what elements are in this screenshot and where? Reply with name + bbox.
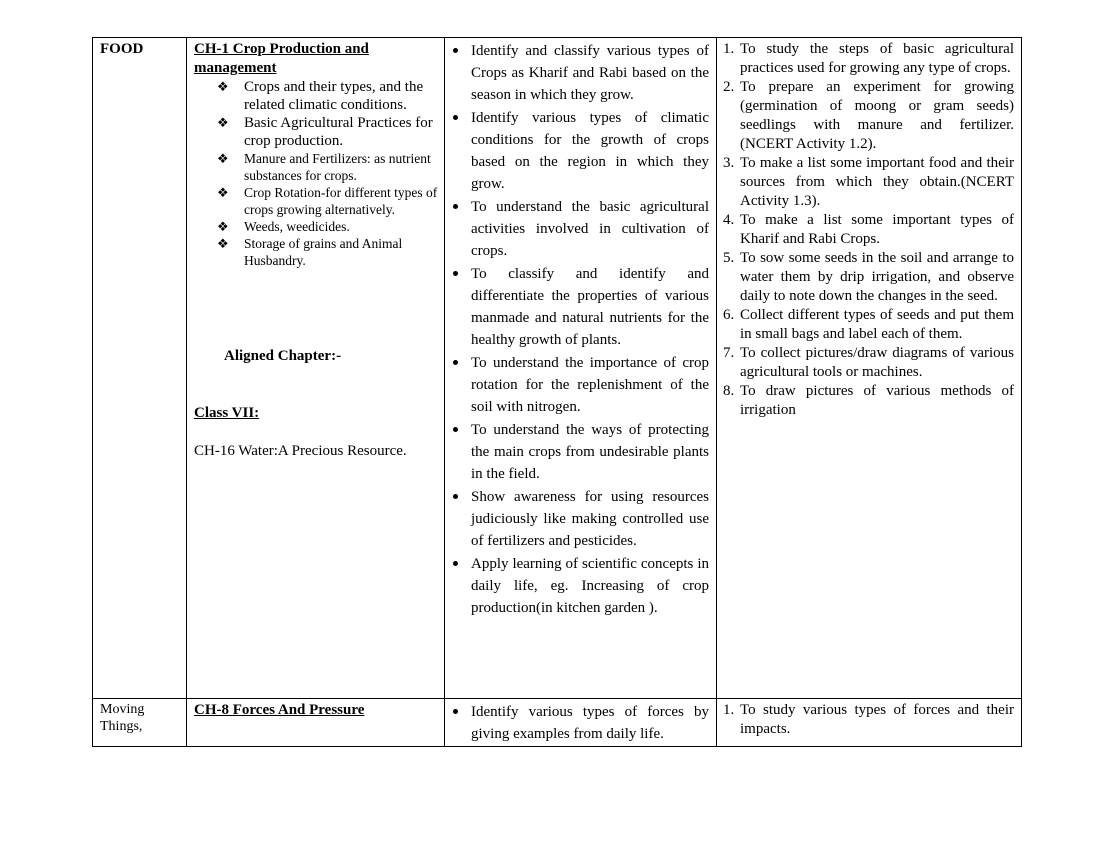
list-item: Identify and classify various types of Crops as Kharif and Rabi based on the season in which they grow.: [451, 40, 709, 106]
list-item: ❖ Storage of grains and Animal Husbandry.: [217, 235, 438, 269]
list-item: 7. To collect pictures/draw diagrams of various agricultural tools or machines.: [723, 345, 1014, 380]
activity-list: [723, 40, 1014, 420]
objectives-cell: [445, 699, 717, 747]
list-item: 3. To make a list some important food and their sources from which they obtain.(NCERT Activity 1.3).: [723, 155, 1014, 209]
list-item: ❖ Basic Agricultural Practices for crop production.: [217, 114, 438, 150]
chapter-cell: [187, 38, 445, 699]
list-item: 2. To prepare an experiment for growing (germination of moong or gram seeds) seedlings with manure and fertilizer. (NCERT Activity 1.2).: [723, 79, 1014, 152]
list-item: 6. Collect different types of seeds and put them in small bags and label each of them.: [723, 307, 1014, 342]
list-item: ❖ Weeds, weedicides.: [217, 218, 438, 235]
list-item: Show awareness for using resources judiciously like making controlled use of fertilizers and pesticides.: [451, 486, 709, 552]
list-item: Identify various types of climatic conditions for the growth of crops based on the region in which they grow.: [451, 107, 709, 195]
list-item: To understand the importance of crop rotation for the replenishment of the soil with nitrogen.: [451, 352, 709, 418]
table-row: [93, 699, 1022, 747]
list-item: To understand the basic agricultural activities involved in cultivation of crops.: [451, 196, 709, 262]
activities-cell: [717, 699, 1022, 747]
curriculum-table: [92, 37, 1022, 747]
list-item: 8. To draw pictures of various methods of irrigation: [723, 383, 1014, 418]
list-item: ❖ Crops and their types, and the related climatic conditions.: [217, 78, 438, 114]
objectives-cell: [445, 38, 717, 699]
aligned-chapter-text: CH-16 Water:A Precious Resource.: [194, 443, 407, 459]
list-item: 1. To study the steps of basic agricultural practices used for growing any type of crops.: [723, 41, 1014, 76]
objective-list: [451, 701, 709, 745]
activities-cell: [717, 38, 1022, 699]
chapter-title: CH-1 Crop Production and management: [194, 41, 369, 76]
list-item: ❖ Crop Rotation-for different types of crops growing alternatively.: [217, 184, 438, 218]
list-item: To understand the ways of protecting the main crops from undesirable plants in the field.: [451, 419, 709, 485]
list-item: 4. To make a list some important types of Kharif and Rabi Crops.: [723, 212, 1014, 247]
aligned-chapter-label: Aligned Chapter:-: [224, 348, 342, 364]
topic-list: [194, 78, 438, 269]
objective-list: [451, 40, 709, 619]
list-item: 5. To sow some seeds in the soil and arrange to water them by drip irrigation, and observe daily to note down the changes in the seed.: [723, 250, 1014, 304]
theme-label: Moving Things,: [100, 702, 145, 734]
table-row: [93, 38, 1022, 699]
list-item: To classify and identify and differentiate the properties of various manmade and natural nutrients for the healthy growth of plants.: [451, 263, 709, 351]
theme-cell: [93, 38, 187, 699]
aligned-class-label: Class VII:: [194, 405, 260, 421]
chapter-title: CH-8 Forces And Pressure: [194, 702, 365, 718]
activity-list: [723, 701, 1014, 739]
list-item: ❖ Manure and Fertilizers: as nutrient substances for crops.: [217, 150, 438, 184]
list-item: 1. To study various types of forces and their impacts.: [723, 702, 1014, 737]
list-item: Identify various types of forces by giving examples from daily life.: [451, 701, 709, 745]
list-item: Apply learning of scientific concepts in daily life, eg. Increasing of crop production(in kitchen garden ).: [451, 553, 709, 619]
theme-label: FOOD: [100, 41, 144, 57]
chapter-cell: [187, 699, 445, 747]
theme-cell: [93, 699, 187, 747]
